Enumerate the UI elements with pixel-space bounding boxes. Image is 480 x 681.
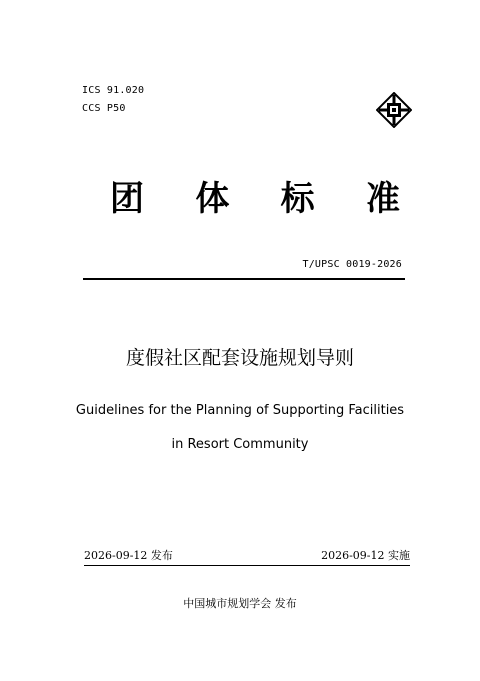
document-title-en-line1: Guidelines for the Planning of Supporting Facilities	[75, 403, 405, 418]
standard-type-char: 团	[110, 179, 144, 219]
document-title-cn: 度假社区配套设施规划导则	[125, 347, 354, 369]
standard-type-heading	[110, 176, 400, 222]
association-emblem-icon	[376, 92, 412, 128]
publisher: 中国城市规划学会 发布	[183, 597, 297, 610]
ccs-code: CCS P50	[82, 103, 126, 114]
standard-type-char: 准	[365, 179, 400, 219]
implement-date: 2026-09-12 实施	[321, 549, 410, 562]
header-divider	[83, 278, 405, 280]
publish-date: 2026-09-12 发布	[84, 549, 173, 562]
ics-code: ICS 91.020	[82, 85, 145, 96]
standard-type-char: 体	[195, 179, 230, 219]
footer-divider	[84, 565, 410, 566]
standard-type-char: 标	[280, 179, 315, 219]
classification-codes	[82, 82, 144, 118]
standard-number: T/UPSC 0019-2026	[302, 259, 402, 270]
document-title-en-line2: in Resort Community	[171, 437, 309, 452]
